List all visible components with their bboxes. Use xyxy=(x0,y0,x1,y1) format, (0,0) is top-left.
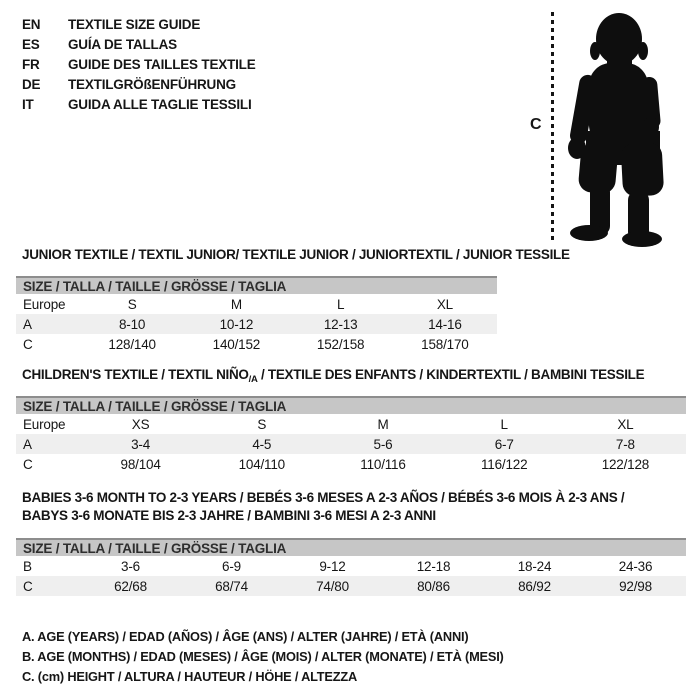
table-cell: 128/140 xyxy=(108,336,156,352)
children-size-table xyxy=(16,396,686,474)
lang-label: TEXTILE SIZE GUIDE xyxy=(68,16,201,32)
table-cell: 5-6 xyxy=(373,436,393,452)
lang-row-it xyxy=(22,94,256,114)
children-title-suffix: / TEXTILE DES ENFANTS / KINDERTEXTIL / BAMBINI TESSILE xyxy=(257,367,645,382)
table-cell: 3-6 xyxy=(121,558,140,574)
lang-row-es xyxy=(22,34,256,54)
lang-label: TEXTILGRÖßENFÜHRUNG xyxy=(68,76,236,92)
height-dotted-line xyxy=(551,12,554,244)
table-row-europe xyxy=(16,414,686,434)
table-cell: 14-16 xyxy=(428,316,462,332)
table-cell: 74/80 xyxy=(316,578,349,594)
table-cell: XL xyxy=(617,416,634,432)
table-cell: 68/74 xyxy=(215,578,248,594)
table-row-age xyxy=(16,434,686,454)
row-label: A xyxy=(23,436,32,452)
table-cell: 116/122 xyxy=(480,456,528,472)
table-cell: S xyxy=(257,416,267,432)
table-cell: XS xyxy=(131,416,150,432)
table-cell: 140/152 xyxy=(212,336,261,352)
table-cell: 12-18 xyxy=(416,558,451,574)
row-label: Europe xyxy=(23,416,66,432)
row-label: C xyxy=(23,578,33,594)
babies-title-line2: BABYS 3-6 MONATE BIS 2-3 JAHRE / BAMBINI 3-6 MESI A 2-3 ANNI xyxy=(22,508,436,523)
lang-row-en xyxy=(22,14,256,34)
row-label: A xyxy=(23,316,32,332)
lang-row-de xyxy=(22,74,256,94)
children-title-subscript: /A xyxy=(248,374,258,385)
lang-code: FR xyxy=(22,56,40,72)
table-row-age-months xyxy=(16,556,686,576)
table-row-age xyxy=(16,314,497,334)
table-cell: 6-7 xyxy=(494,436,514,452)
table-cell: M xyxy=(230,296,242,312)
legend-row-a: A. AGE (YEARS) / EDAD (AÑOS) / ÂGE (ANS) / ALTER (JAHRE) / ETÀ (ANNI) xyxy=(22,628,469,644)
lang-code: IT xyxy=(22,96,34,112)
children-title-prefix: CHILDREN'S TEXTILE / TEXTIL NIÑO xyxy=(22,367,249,382)
row-label: Europe xyxy=(23,296,66,312)
table-cell: 92/98 xyxy=(619,578,652,594)
lang-code: ES xyxy=(22,36,40,52)
lang-code: DE xyxy=(22,76,41,92)
table-cell: 18-24 xyxy=(517,558,552,574)
size-header: SIZE / TALLA / TAILLE / GRÖSSE / TAGLIA xyxy=(16,276,497,294)
size-header: SIZE / TALLA / TAILLE / GRÖSSE / TAGLIA xyxy=(16,538,686,556)
table-cell: L xyxy=(500,416,508,432)
table-cell: 7-8 xyxy=(615,436,635,452)
table-row-europe xyxy=(16,294,497,314)
table-cell: 98/104 xyxy=(120,456,161,472)
table-cell: M xyxy=(377,416,389,432)
row-label: C xyxy=(23,336,33,352)
language-list xyxy=(22,14,256,114)
height-measure-label: C xyxy=(530,116,542,133)
table-row-height xyxy=(16,454,686,474)
table-cell: S xyxy=(127,296,137,312)
table-cell: 8-10 xyxy=(119,316,146,332)
junior-size-table xyxy=(16,276,497,354)
toddler-silhouette-image xyxy=(557,5,700,249)
legend-row-c: C. (cm) HEIGHT / ALTURA / HAUTEUR / HÖHE / ALTEZZA xyxy=(22,668,358,684)
babies-size-table xyxy=(16,538,686,596)
table-row-height xyxy=(16,334,497,354)
table-cell: 152/158 xyxy=(316,336,365,352)
babies-section-title xyxy=(22,489,624,525)
size-header: SIZE / TALLA / TAILLE / GRÖSSE / TAGLIA xyxy=(16,396,686,414)
table-cell: 104/110 xyxy=(238,456,285,472)
table-cell: 6-9 xyxy=(222,558,241,574)
children-section-title xyxy=(22,367,644,385)
row-label: C xyxy=(23,456,33,472)
table-cell: L xyxy=(336,296,345,312)
table-cell: 10-12 xyxy=(219,316,254,332)
table-cell: 12-13 xyxy=(323,316,358,332)
table-cell: 158/170 xyxy=(421,336,469,352)
lang-row-fr xyxy=(22,54,256,74)
table-cell: 122/128 xyxy=(601,456,650,472)
legend-row-b: B. AGE (MONTHS) / EDAD (MESES) / ÂGE (MOIS) / ALTER (MONATE) / ETÀ (MESI) xyxy=(22,648,504,664)
legend xyxy=(22,626,504,686)
table-cell: XL xyxy=(436,296,453,312)
lang-label: GUIDE DES TAILLES TEXTILE xyxy=(68,56,256,72)
babies-title-line1: BABIES 3-6 MONTH TO 2-3 YEARS / BEBÉS 3-6 MESES A 2-3 AÑOS / BÉBÉS 3-6 MOIS À 2-3 ANS / xyxy=(22,490,625,505)
table-cell: 9-12 xyxy=(319,558,346,574)
table-cell: 24-36 xyxy=(618,558,653,574)
table-cell: 3-4 xyxy=(131,436,151,452)
table-cell: 110/116 xyxy=(360,456,406,472)
lang-code: EN xyxy=(22,16,41,32)
table-cell: 80/86 xyxy=(417,578,450,594)
row-label: B xyxy=(23,558,32,574)
table-row-height xyxy=(16,576,686,596)
junior-section-title: JUNIOR TEXTILE / TEXTIL JUNIOR/ TEXTILE JUNIOR / JUNIORTEXTIL / JUNIOR TESSILE xyxy=(22,247,570,262)
table-cell: 86/92 xyxy=(518,578,551,594)
lang-label: GUIDA ALLE TAGLIE TESSILI xyxy=(68,96,252,112)
table-cell: 4-5 xyxy=(252,436,272,452)
table-cell: 62/68 xyxy=(114,578,147,594)
lang-label: GUÍA DE TALLAS xyxy=(68,36,177,52)
